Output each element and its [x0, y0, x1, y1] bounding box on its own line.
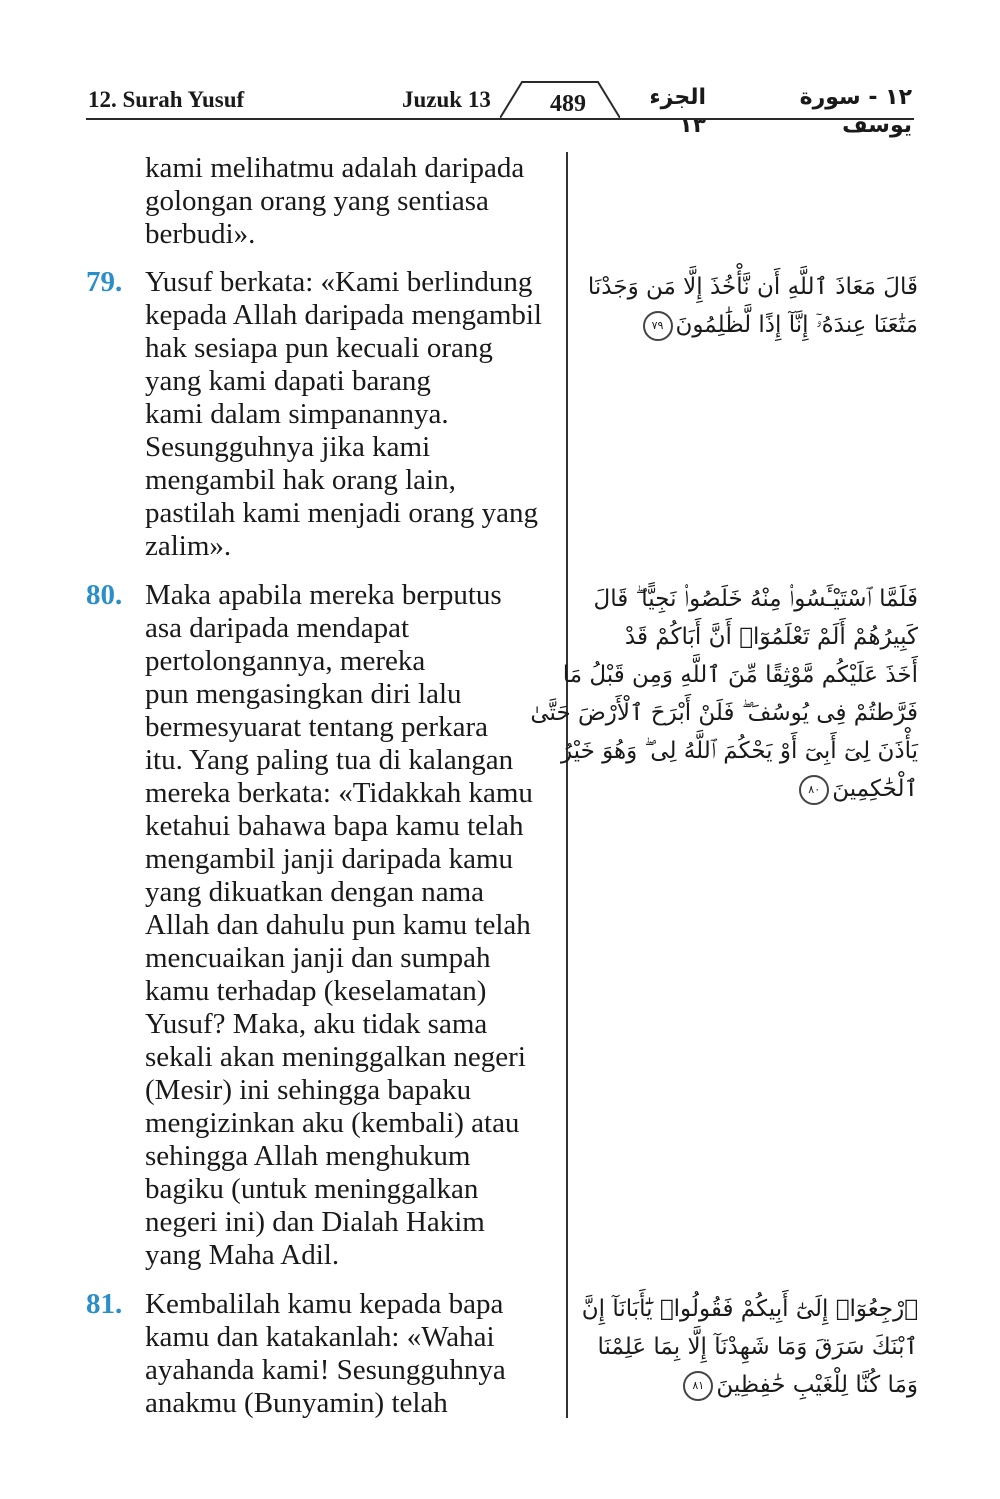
header-rule [86, 118, 914, 120]
verse-number-80: 80. [86, 579, 123, 611]
verse-80-arabic: فَلَمَّا ٱسْتَيْـَٔسُوا۟ مِنْهُ خَلَصُوا۟ نَجِيًّا ۖ قَالَ كَبِيرُهُمْ أَلَمْ تَعْلَمُوٓا۟ أَنَّ أَبَاكُمْ قَدْ أَخَذَ عَلَيْكُم مَّوْثِقًا مِّنَ ٱللَّهِ وَمِن قَبْلُ مَا فَرَّطتُمْ فِى يُوسُفَ ۖ فَلَنْ أَبْرَحَ ٱلْأَرْضَ حَتَّىٰ يَأْذَنَ لِىٓ أَبِىٓ أَوْ يَحْكُمَ ٱللَّهُ لِى ۖ وَهُوَ خَيْرُ ٱلْحَٰكِمِينَ٨٠ [596, 580, 918, 808]
header-juz-latin: Juzuk 13 [402, 87, 491, 112]
verse-number-81: 81. [86, 1288, 123, 1320]
ayah-end-marker: ٨١ [683, 1371, 713, 1401]
ayah-end-marker: ٨٠ [799, 775, 829, 805]
continuation-text: kami melihatmu adalah daripada golongan orang yang sentiasa berbudi». [145, 152, 525, 250]
header-surah-latin: 12. Surah Yusuf [88, 87, 245, 112]
verse-81-translation: Kembalilah kamu kepada bapa kamu dan katakanlah: «Wahai ayahanda kami! Sesungguhnya anakmu (Bunyamin) telah [145, 1288, 506, 1419]
page-number: 489 [550, 91, 586, 117]
header-juz-arabic: الجزء ١٣ [649, 85, 706, 138]
verse-80-translation: Maka apabila mereka berputus asa daripada mendapat pertolongannya, mereka pun mengasingkan diri lalu bermesyuarat tentang perkara itu. Yang paling tua di kalangan mereka berkata: «Tidakkah kamu ketahui bahawa bapa kamu telah mengambil janji daripada kamu yang dikuatkan dengan nama Allah dan dahulu pun kamu telah mencuaikan janji dan sumpah kamu terhadap (keselamatan) Yusuf? Maka, aku tidak sama sekali akan meninggalkan negeri (Mesir) ini sehingga bapaku mengizinkan aku (kembali) atau sehingga Allah menghukum bagiku (untuk meninggalkan negeri ini) dan Dialah Hakim yang Maha Adil. [145, 579, 533, 1271]
verse-79-translation: Yusuf berkata: «Kami berlindung kepada Allah daripada mengambil hak sesiapa pun kecuali orang yang kami dapati barang kami dalam simpanannya. Sesungguhnya jika kami mengambil hak orang lain, pastilah kami menjadi orang yang zalim». [145, 266, 542, 562]
verse-number-79: 79. [86, 266, 123, 298]
ayah-end-marker: ٧٩ [643, 311, 673, 341]
verse-79-arabic: قَالَ مَعَاذَ ٱللَّهِ أَن نَّأْخُذَ إِلَّا مَن وَجَدْنَا مَتَٰعَنَا عِندَهُۥٓ إِنَّآ إِذًا لَّظَٰلِمُونَ٧٩ [596, 268, 918, 344]
verse-81-arabic: ٱرْجِعُوٓا۟ إِلَىٰٓ أَبِيكُمْ فَقُولُوا۟ يَٰٓأَبَانَآ إِنَّ ٱبْنَكَ سَرَقَ وَمَا شَهِدْنَآ إِلَّا بِمَا عَلِمْنَا وَمَا كُنَّا لِلْغَيْبِ حَٰفِظِينَ٨١ [596, 1290, 918, 1404]
header-surah-arabic: ١٢ - سورة يوسف [799, 85, 912, 138]
column-divider [566, 152, 568, 1418]
